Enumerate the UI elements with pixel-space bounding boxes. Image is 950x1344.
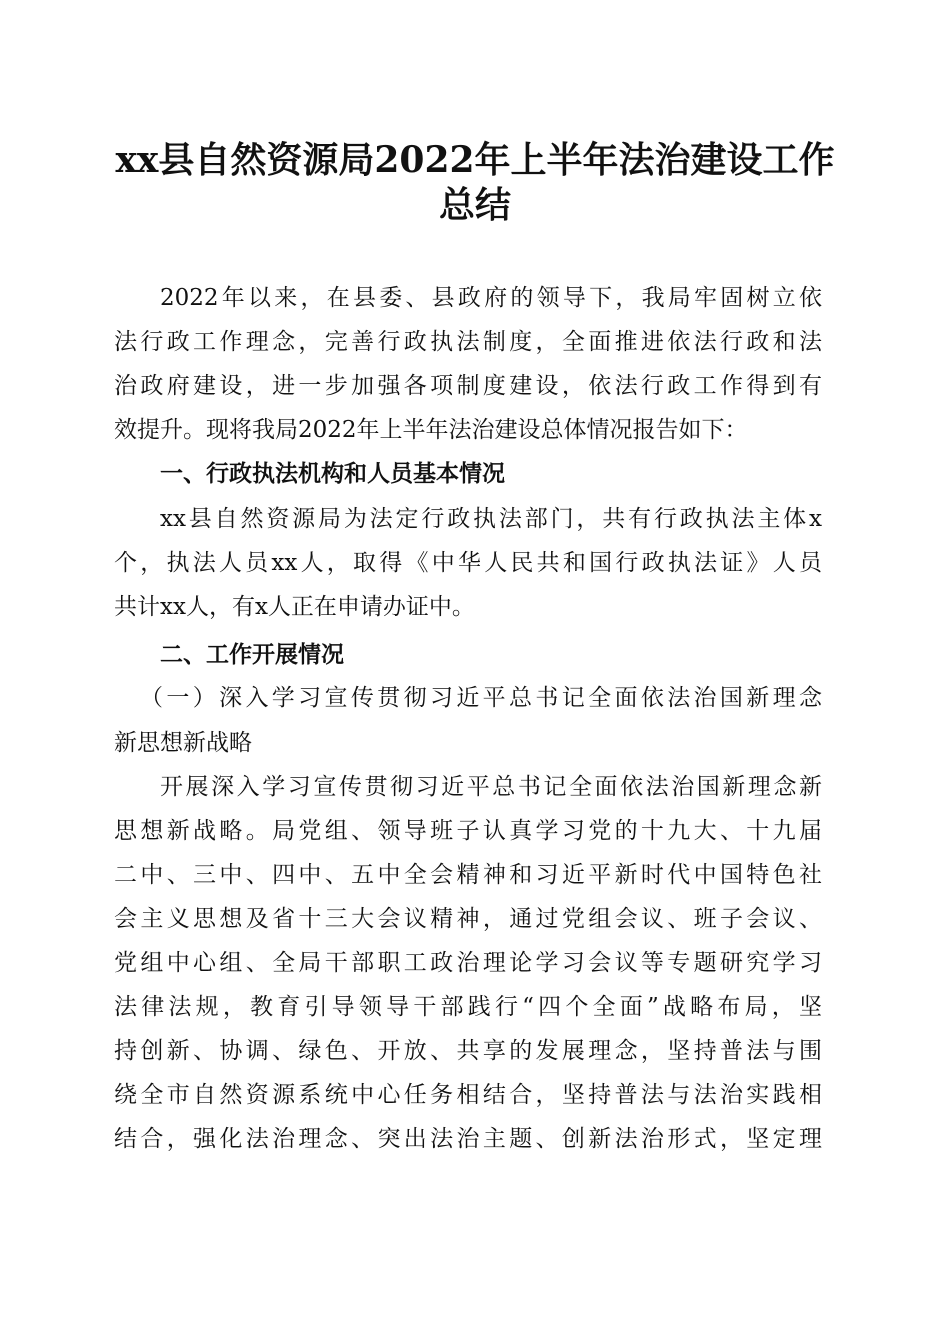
subsection-heading-cont: 新思想新战略 <box>114 730 252 756</box>
paragraph-line: 二中、三中、四中、五中全会精神和习近平新时代中国特色社 <box>114 862 822 888</box>
paragraph-line: 结合，强化法治理念、突出法治主题、创新法治形式，坚定理 <box>114 1126 822 1152</box>
paragraph-line: 开展深入学习宣传贯彻习近平总书记全面依法治国新理念新 <box>160 774 822 800</box>
paragraph-line: 共计xx人，有x人正在申请办证中。 <box>114 594 475 620</box>
paragraph-line: xx县自然资源局为法定行政执法部门，共有行政执法主体x <box>160 506 822 532</box>
paragraph-line: 效提升。现将我局2022年上半年法治建设总体情况报告如下： <box>114 417 748 443</box>
document-title-line-2: 总结 <box>438 184 511 226</box>
paragraph-line: 个，执法人员xx人，取得《中华人民共和国行政执法证》人员 <box>114 550 822 576</box>
paragraph-line: 思想新战略。局党组、领导班子认真学习党的十九大、十九届 <box>114 818 822 844</box>
paragraph-line: 法律法规，教育引导领导干部践行“四个全面”战略布局，坚 <box>114 994 822 1020</box>
section-heading-1: 一、行政执法机构和人员基本情况 <box>160 461 505 487</box>
paragraph-line: 法行政工作理念，完善行政执法制度，全面推进依法行政和法 <box>114 329 822 355</box>
document-title-line-1: xx县自然资源局2022年上半年法治建设工作 <box>115 139 835 181</box>
paragraph-line: 绕全市自然资源系统中心任务相结合，坚持普法与法治实践相 <box>114 1082 822 1108</box>
paragraph-line: 会主义思想及省十三大会议精神，通过党组会议、班子会议、 <box>114 906 822 932</box>
paragraph-line: 2022年以来，在县委、县政府的领导下，我局牢固树立依 <box>160 285 822 311</box>
section-heading-2: 二、工作开展情况 <box>160 642 344 668</box>
paragraph-line: 治政府建设，进一步加强各项制度建设，依法行政工作得到有 <box>114 373 822 399</box>
paragraph-line: 党组中心组、全局干部职工政治理论学习会议等专题研究学习 <box>114 950 822 976</box>
subsection-heading: （一）深入学习宣传贯彻习近平总书记全面依法治国新理念 <box>140 685 822 711</box>
paragraph-line: 持创新、协调、绿色、开放、共享的发展理念，坚持普法与围 <box>114 1038 822 1064</box>
